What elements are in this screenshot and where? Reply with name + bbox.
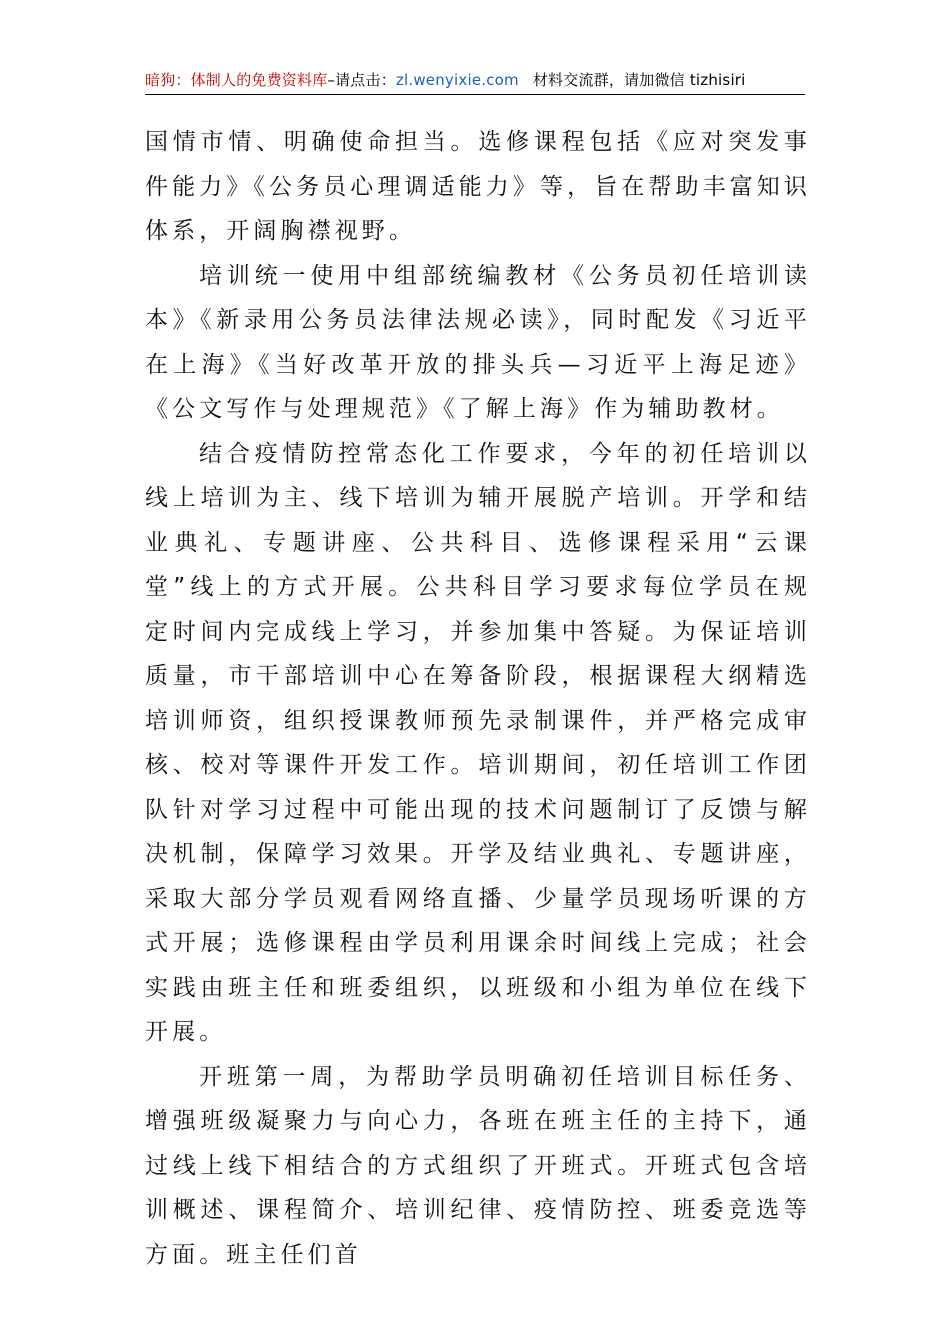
- page-header: [145, 70, 805, 95]
- paragraph: 国情市情、明确使命担当。选修课程包括《应对突发事件能力》《公务员心理调适能力》等，旨在帮助丰富知识体系，开阔胸襟视野。: [145, 129, 811, 244]
- header-link[interactable]: zl.wenyixie.com: [395, 71, 519, 89]
- paragraph: 开班第一周，为帮助学员明确初任培训目标任务、增强班级凝聚力与向心力，各班在班主任的主持下，通过线上线下相结合的方式组织了开班式。开班式包含培训概述、课程简介、培训纪律、疫情防控、班委竞选等方面。班主任们首: [145, 1063, 811, 1268]
- document-body: [145, 120, 811, 1277]
- header-wechat: 材料交流群，请加微信 tizhisiri: [532, 71, 746, 89]
- header-click-prefix: –请点击：: [327, 71, 396, 89]
- paragraph: 结合疫情防控常态化工作要求，今年的初任培训以线上培训为主、线下培训为辅开展脱产培训。开学和结业典礼、专题讲座、公共科目、选修课程采用“云课堂”线上的方式开展。公共科目学习要求每位学员在规定时间内完成线上学习，并参加集中答疑。为保证培训质量，市干部培训中心在筹备阶段，根据课程大纲精选培训师资，组织授课教师预先录制课件，并严格完成审核、校对等课件开发工作。培训期间，初任培训工作团队针对学习过程中可能出现的技术问题制订了反馈与解决机制，保障学习效果。开学及结业典礼、专题讲座，采取大部分学员观看网络直播、少量学员现场听课的方式开展；选修课程由学员利用课余时间线上完成；社会实践由班主任和班委组织，以班级和小组为单位在线下开展。: [145, 440, 811, 1045]
- header-brand: 暗狗：体制人的免费资料库: [145, 71, 328, 89]
- paragraph: 培训统一使用中组部统编教材《公务员初任培训读本》《新录用公务员法律法规必读》，同时配发《习近平在上海》《当好改革开放的排头兵—习近平上海足迹》《公文写作与处理规范》《了解上海》作为辅助教材。: [145, 262, 811, 422]
